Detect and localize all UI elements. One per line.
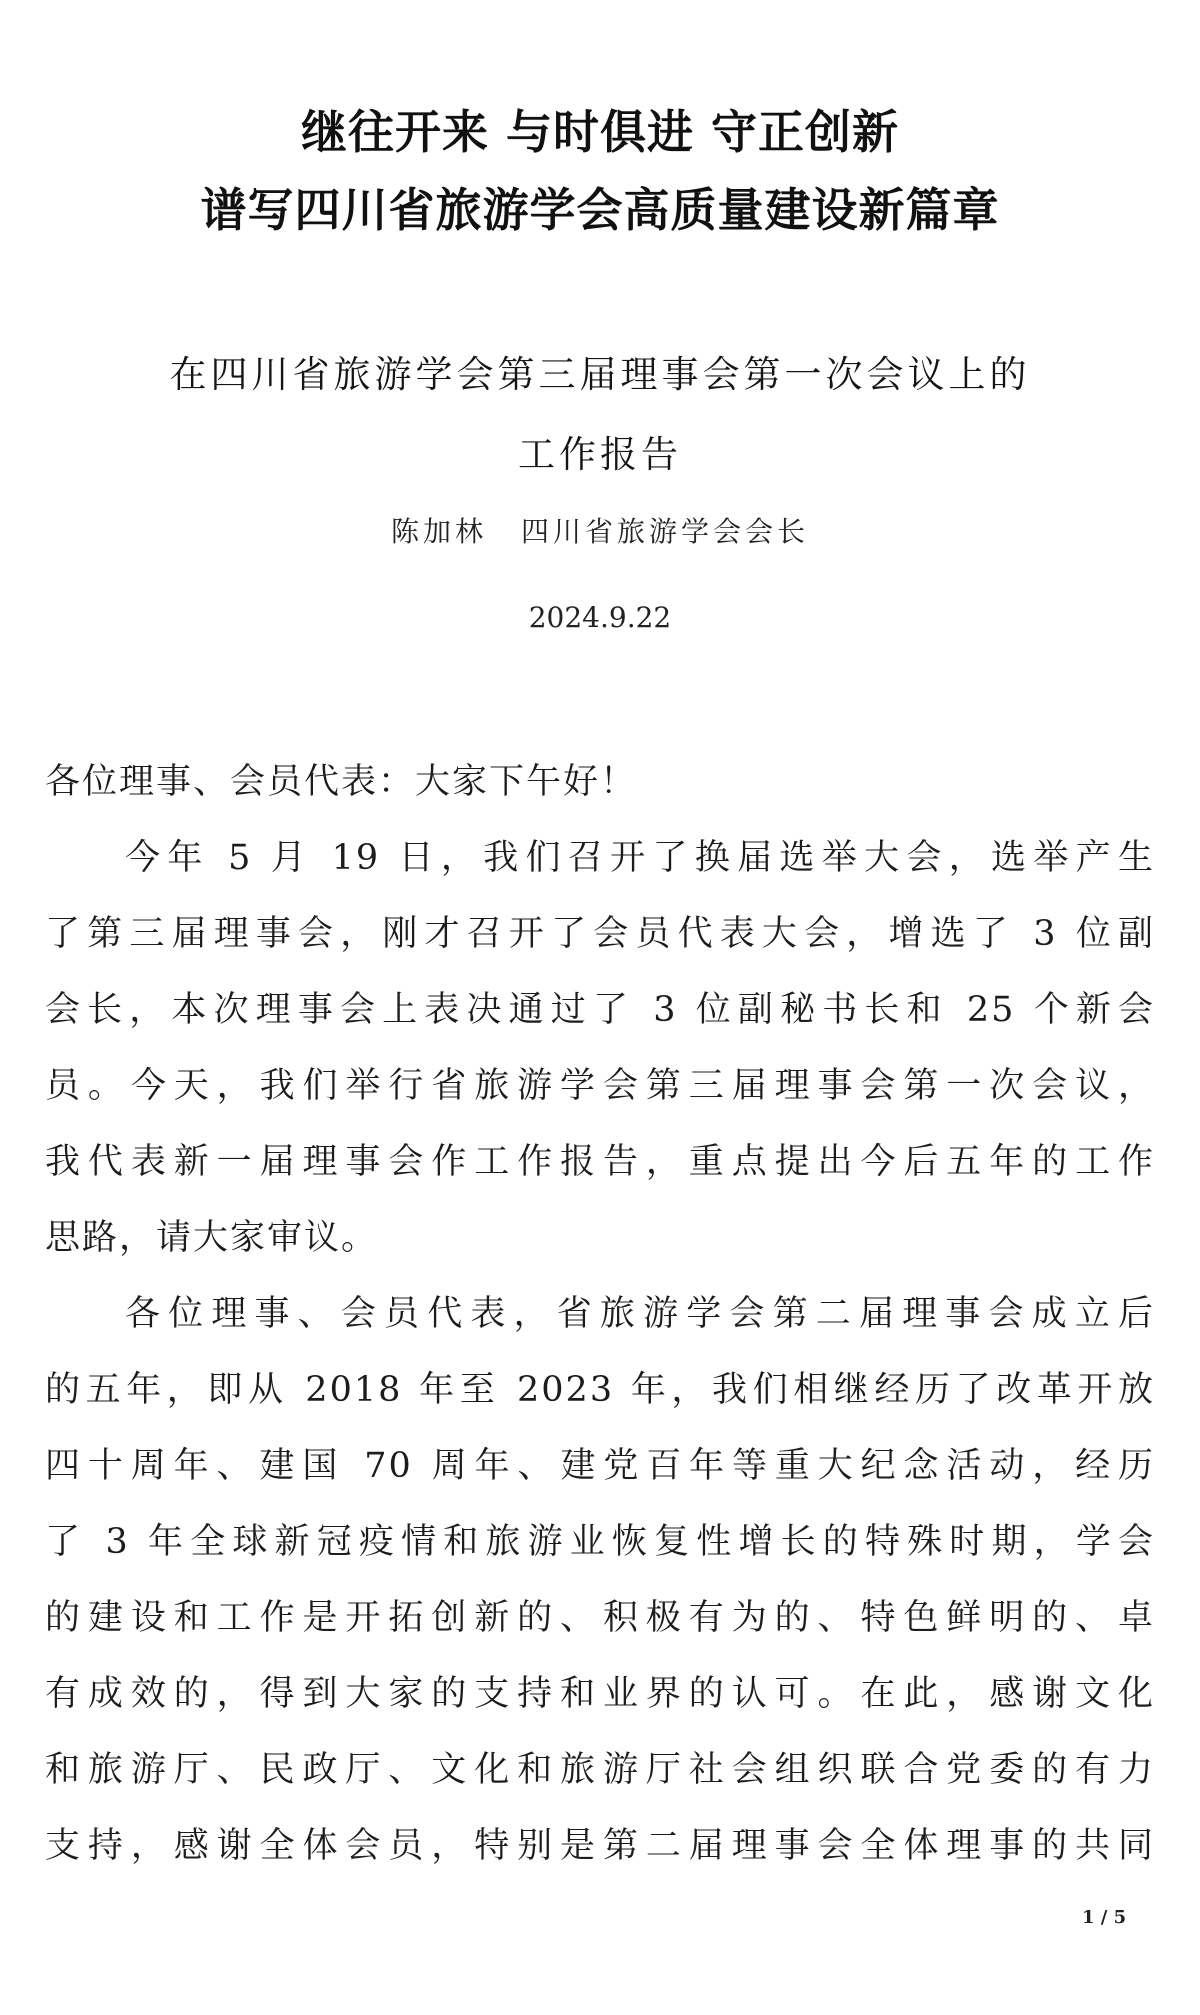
report-title-line-2: 工作报告	[518, 433, 682, 476]
page-number: 1 / 5	[1082, 1907, 1127, 1928]
paragraph-2-line: 和旅游厅、民政厅、文化和旅游厅社会组织联合党委的有力	[45, 1750, 1155, 1790]
main-title-line-1: 继往开来 与时俱进 守正创新	[300, 105, 900, 159]
main-title-line-2: 谱写四川省旅游学会高质量建设新篇章	[200, 183, 1000, 237]
author-name: 陈加林	[390, 515, 487, 548]
paragraph-1-line: 会长，本次理事会上表决通过了 3 位副秘书长和 25 个新会	[45, 990, 1155, 1030]
author-line	[0, 507, 1200, 557]
paragraph-2-line: 支持，感谢全体会员，特别是第二届理事会全体理事的共同	[45, 1826, 1155, 1866]
report-title-line-1: 在四川省旅游学会第三届理事会第一次会议上的	[169, 353, 1031, 396]
paragraph-1-line: 思路，请大家审议。	[45, 1218, 379, 1258]
paragraph-1-line: 员。今天，我们举行省旅游学会第三届理事会第一次会议，	[45, 1066, 1155, 1106]
report-date: 2024.9.22	[528, 601, 672, 634]
author-position: 四川省旅游学会会长	[521, 515, 810, 548]
paragraph-2-line: 有成效的，得到大家的支持和业界的认可。在此，感谢文化	[45, 1674, 1155, 1714]
paragraph-1-line: 了第三届理事会，刚才召开了会员代表大会，增选了 3 位副	[45, 914, 1155, 954]
paragraph-2-line: 四十周年、建国 70 周年、建党百年等重大纪念活动，经历	[45, 1446, 1155, 1486]
paragraph-2-line: 的五年，即从 2018 年至 2023 年，我们相继经历了改革开放	[45, 1370, 1155, 1410]
paragraph-2-line: 了 3 年全球新冠疫情和旅游业恢复性增长的特殊时期，学会	[45, 1522, 1155, 1562]
paragraph-2-line: 的建设和工作是开拓创新的、积极有为的、特色鲜明的、卓	[45, 1598, 1155, 1638]
salutation: 各位理事、会员代表：大家下午好！	[45, 762, 638, 802]
paragraph-1-line: 我代表新一届理事会作工作报告，重点提出今后五年的工作	[45, 1142, 1155, 1182]
paragraph-1-line: 今年 5 月 19 日，我们召开了换届选举大会，选举产生	[125, 838, 1155, 878]
paragraph-2-line: 各位理事、会员代表，省旅游学会第二届理事会成立后	[125, 1294, 1155, 1334]
